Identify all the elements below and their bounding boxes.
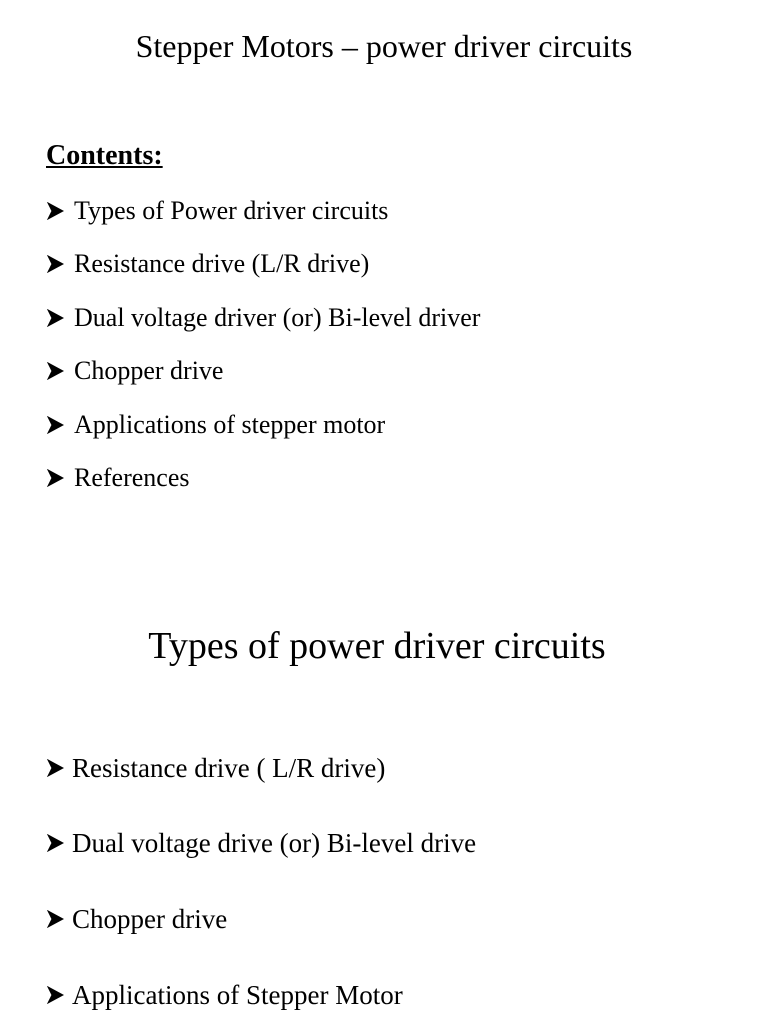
- list-item-text: Resistance drive (L/R drive): [74, 249, 370, 278]
- list-item-text: Applications of Stepper Motor: [72, 980, 403, 1010]
- list-item-text: Types of Power driver circuits: [74, 196, 389, 225]
- arrow-bullet-icon: [46, 910, 64, 928]
- arrow-bullet-icon: [46, 986, 64, 1004]
- list-item: [46, 246, 369, 282]
- arrow-bullet-icon: [46, 202, 64, 220]
- list-item-text: Dual voltage drive (or) Bi-level drive: [72, 828, 477, 858]
- list-item: [46, 824, 476, 862]
- list-item: [46, 300, 480, 336]
- list-item-text: Resistance drive ( L/R drive): [72, 753, 386, 783]
- list-item: [46, 193, 388, 229]
- list-item: [46, 900, 227, 938]
- list-item-text: Applications of stepper motor: [74, 410, 386, 439]
- arrow-bullet-icon: [46, 834, 64, 852]
- arrow-bullet-icon: [46, 309, 64, 327]
- list-item-text: Chopper drive: [74, 356, 224, 385]
- slide-title: Stepper Motors – power driver circuits: [135, 28, 633, 64]
- arrow-bullet-icon: [46, 469, 64, 487]
- list-item: [46, 407, 385, 443]
- list-item-text: Dual voltage driver (or) Bi-level driver: [74, 303, 481, 332]
- list-item-text: References: [74, 463, 190, 492]
- contents-heading: Contents:: [46, 140, 163, 171]
- slide-types: [0, 548, 768, 1024]
- arrow-bullet-icon: [46, 362, 64, 380]
- arrow-bullet-icon: [46, 759, 64, 777]
- list-item: [46, 976, 403, 1014]
- list-item: [46, 749, 385, 787]
- list-item: [46, 353, 223, 389]
- list-item: [46, 460, 189, 496]
- slide-title: Types of power driver circuits: [148, 625, 606, 667]
- arrow-bullet-icon: [46, 416, 64, 434]
- list-item-text: Chopper drive: [72, 904, 228, 934]
- arrow-bullet-icon: [46, 255, 64, 273]
